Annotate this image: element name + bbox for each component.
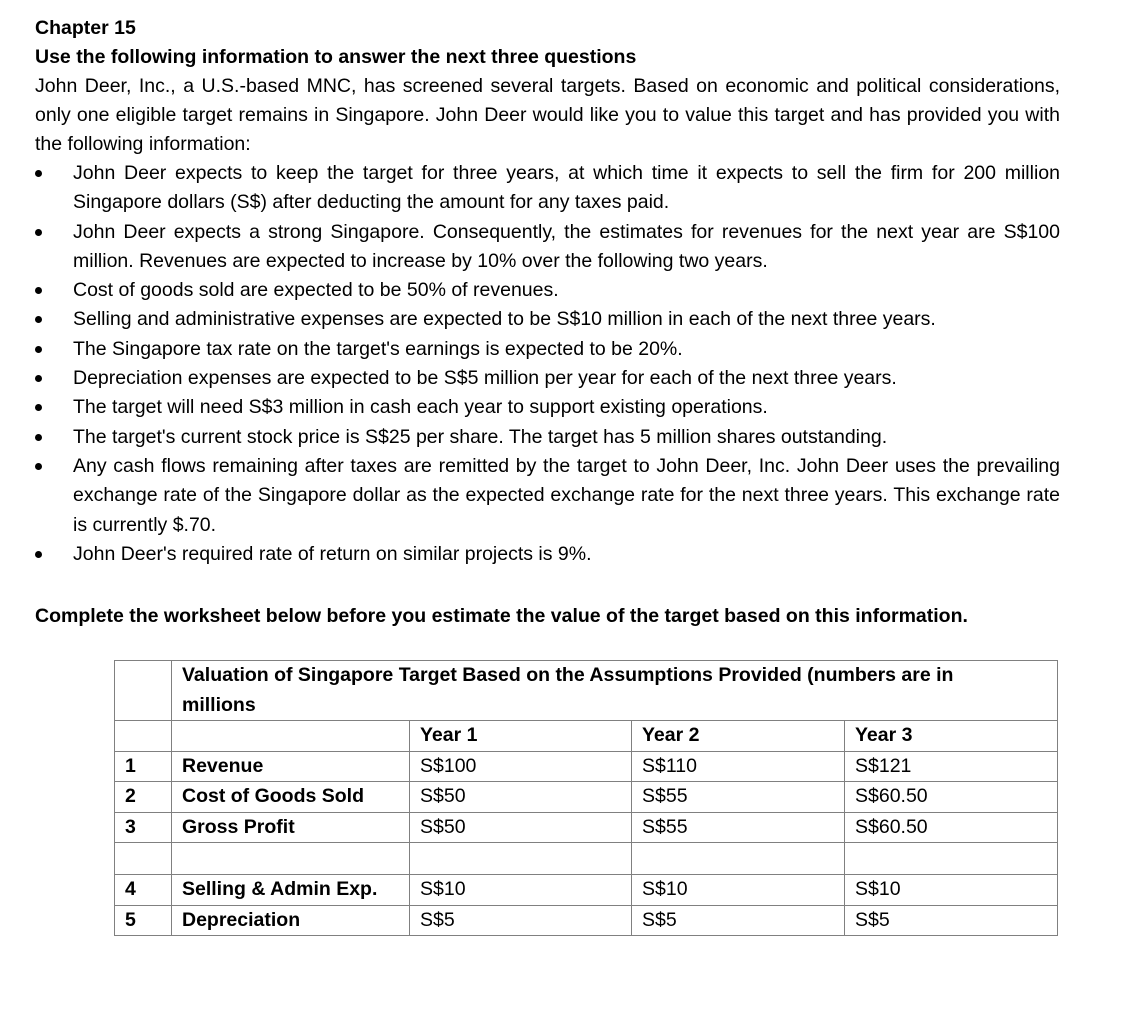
list-item-text: John Deer's required rate of return on similar projects is 9%. (73, 542, 592, 565)
list-item (35, 452, 1060, 540)
row-number: 2 (115, 782, 172, 813)
table-cell: S$10 (410, 875, 632, 906)
table-row (115, 905, 1058, 936)
bullet-icon (35, 346, 42, 353)
list-item (35, 276, 1060, 305)
table-cell: S$55 (632, 812, 845, 843)
table-cell (632, 843, 845, 875)
row-number: 4 (115, 875, 172, 906)
table-cell: S$110 (632, 751, 845, 782)
table-cell (410, 843, 632, 875)
table-cell (115, 661, 172, 721)
table-cell: S$10 (845, 875, 1058, 906)
intro-paragraph: John Deer, Inc., a U.S.-based MNC, has screened several targets. Based on economic and political considerations, only one eligible target remains in Singapore. John Deer would like you to value this target and has provided you with the following information: (35, 75, 1060, 155)
column-header-year-3: Year 3 (845, 721, 1058, 752)
column-header-year-1: Year 1 (410, 721, 632, 752)
worksheet-title (172, 661, 1058, 721)
column-header-year-2: Year 2 (632, 721, 845, 752)
bullet-icon (35, 287, 42, 294)
list-item-text: The target's current stock price is S$25 per share. The target has 5 million shares outstanding. (73, 425, 888, 448)
document-page (35, 14, 1060, 569)
list-item-text: Selling and administrative expenses are expected to be S$10 million in each of the next three years. (73, 308, 936, 331)
row-number: 1 (115, 751, 172, 782)
table-row (115, 812, 1058, 843)
table-cell: S$60.50 (845, 812, 1058, 843)
list-item-text: Depreciation expenses are expected to be S$5 million per year for each of the next three years. (73, 367, 897, 390)
bullet-icon (35, 434, 42, 441)
table-cell: S$121 (845, 751, 1058, 782)
bullet-icon (35, 375, 42, 382)
row-label: Depreciation (172, 905, 410, 936)
table-row (115, 875, 1058, 906)
table-cell (115, 843, 172, 875)
row-label: Selling & Admin Exp. (172, 875, 410, 906)
chapter-heading: Chapter 15 (35, 17, 136, 39)
table-cell (172, 721, 410, 752)
bullet-icon (35, 316, 42, 323)
assumption-list (35, 159, 1060, 569)
list-item-text: The Singapore tax rate on the target's earnings is expected to be 20%. (73, 337, 683, 360)
bullet-icon (35, 170, 42, 177)
table-cell: S$100 (410, 751, 632, 782)
bullet-icon (35, 229, 42, 236)
row-label: Cost of Goods Sold (172, 782, 410, 813)
worksheet-title-text: Valuation of Singapore Target Based on the Assumptions Provided (numbers are in millions (182, 664, 954, 716)
table-cell: S$55 (632, 782, 845, 813)
table-cell: S$50 (410, 782, 632, 813)
table-cell: S$5 (632, 905, 845, 936)
row-number: 5 (115, 905, 172, 936)
list-item (35, 393, 1060, 422)
worksheet-instruction: Complete the worksheet below before you estimate the value of the target based on this information. (35, 605, 968, 627)
table-cell: S$5 (410, 905, 632, 936)
bullet-icon (35, 404, 42, 411)
table-cell (172, 843, 410, 875)
row-label: Revenue (172, 751, 410, 782)
table-row (115, 782, 1058, 813)
table-cell: S$5 (845, 905, 1058, 936)
table-cell (845, 843, 1058, 875)
bullet-icon (35, 551, 42, 558)
list-item (35, 335, 1060, 364)
table-cell: S$10 (632, 875, 845, 906)
list-item (35, 423, 1060, 452)
blank-row (115, 843, 1058, 875)
list-item (35, 364, 1060, 393)
list-item-text: The target will need S$3 million in cash each year to support existing operations. (73, 396, 768, 419)
worksheet-header-row (115, 721, 1058, 752)
list-item (35, 305, 1060, 334)
table-cell: S$50 (410, 812, 632, 843)
table-cell (115, 721, 172, 752)
list-item-text: John Deer expects to keep the target for three years, at which time it expects to sell the firm for 200 million Singapore dollars (S$) after deducting the amount for any taxes paid. (73, 162, 1060, 214)
row-number: 3 (115, 812, 172, 843)
table-cell: S$60.50 (845, 782, 1058, 813)
list-item-text: Cost of goods sold are expected to be 50% of revenues. (73, 279, 559, 302)
table-row (115, 751, 1058, 782)
row-label: Gross Profit (172, 812, 410, 843)
instruction-heading: Use the following information to answer the next three questions (35, 46, 637, 68)
list-item (35, 218, 1060, 277)
list-item-text: Any cash flows remaining after taxes are remitted by the target to John Deer, Inc. John Deer uses the prevailing exchange rate of the Singapore dollar as the expected exchange rate for the next three years. This exchange rate is currently $.70. (73, 454, 1060, 536)
list-item (35, 540, 1060, 569)
worksheet-title-row (115, 661, 1058, 721)
list-item-text: John Deer expects a strong Singapore. Consequently, the estimates for revenues for the next year are S$100 million. Revenues are expected to increase by 10% over the following two years. (73, 220, 1060, 272)
list-item (35, 159, 1060, 218)
valuation-worksheet (114, 660, 1058, 936)
bullet-icon (35, 463, 42, 470)
